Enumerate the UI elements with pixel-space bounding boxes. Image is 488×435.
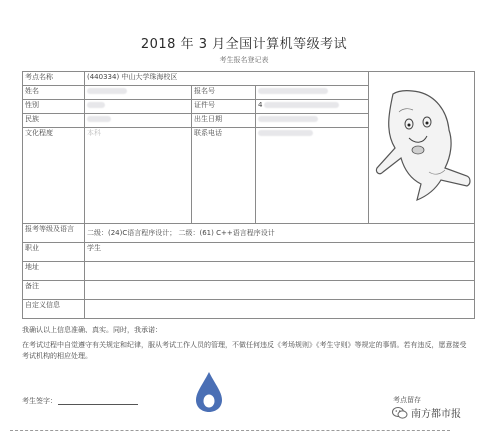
education-value	[85, 128, 192, 224]
meme-photo	[369, 72, 475, 220]
newspaper-watermark	[392, 405, 461, 420]
id-no-value	[256, 100, 369, 114]
confirmation-statement: 我确认以上信息准确、真实。同时，我承诺：	[22, 326, 162, 334]
row-remarks	[23, 281, 475, 300]
gender-label: 性别	[23, 100, 85, 114]
remarks-label: 备注	[23, 281, 85, 300]
row-custom-info	[23, 300, 475, 319]
candidate-signature-label: 考生签字：	[22, 397, 57, 405]
commitment-clauses: 在考试过程中自觉遵守有关规定和纪律，服从考试工作人员的管理，不做任何违反《考场规则》《考生守则》等规定的事情。若有违反，愿意接受考试机构的相应处理。	[22, 341, 467, 360]
redaction-blur	[258, 130, 313, 136]
birth-date-label: 出生日期	[192, 114, 256, 128]
name-label: 姓名	[23, 86, 85, 100]
remarks-value	[85, 281, 475, 300]
redaction-blur	[258, 88, 328, 94]
row-address	[23, 262, 475, 281]
ethnicity-label: 民族	[23, 114, 85, 128]
phone-label: 联系电话	[192, 128, 256, 224]
address-label: 地址	[23, 262, 85, 281]
row-subjects	[23, 224, 475, 243]
custom-info-label: 自定义信息	[23, 300, 85, 319]
row-occupation	[23, 243, 475, 262]
education-label: 文化程度	[23, 128, 85, 224]
exam-center-value: (440334) 中山大学珠海校区	[85, 72, 369, 86]
registration-no-redacted	[256, 86, 369, 100]
wechat-logo-icon	[392, 406, 408, 420]
phone-redacted	[256, 128, 369, 224]
watermark-text: 南方都市报	[411, 409, 461, 420]
birth-date-redacted	[256, 114, 369, 128]
photo-cell	[369, 72, 475, 224]
redaction-blur	[87, 116, 111, 122]
exam-center-label: 考点名称	[23, 72, 85, 86]
subjects-value: 二级：(24)C语言程序设计； 二级：(61) C++语言程序设计	[85, 224, 475, 243]
redaction-blur	[258, 116, 318, 122]
occupation-value: 学生	[85, 243, 475, 262]
subjects-label: 报考等级及语言	[23, 224, 85, 243]
registration-table	[22, 71, 475, 319]
water-drop-icon	[193, 370, 225, 414]
name-value-redacted	[85, 86, 192, 100]
custom-info-value	[85, 300, 475, 319]
signature-line	[58, 404, 138, 405]
form-title: 2018 年 3 月全国计算机等级考试	[140, 37, 348, 52]
occupation-label: 职业	[23, 243, 85, 262]
redaction-blur	[264, 102, 339, 108]
registration-no-label: 报名号	[192, 86, 256, 100]
address-value	[85, 262, 475, 281]
exam-center-retained-label: 考点留存	[393, 396, 421, 404]
id-no-label: 证件号	[192, 100, 256, 114]
row-exam-center	[23, 72, 475, 86]
gender-value-redacted	[85, 100, 192, 114]
redaction-blur	[87, 88, 127, 94]
redaction-blur	[87, 102, 105, 108]
ethnicity-value-redacted	[85, 114, 192, 128]
form-subtitle: 考生报名登记表	[219, 56, 269, 64]
education-partial: 本科	[87, 129, 101, 138]
id-no-partial: 4	[258, 101, 263, 110]
bottom-dashed-divider	[10, 430, 450, 431]
